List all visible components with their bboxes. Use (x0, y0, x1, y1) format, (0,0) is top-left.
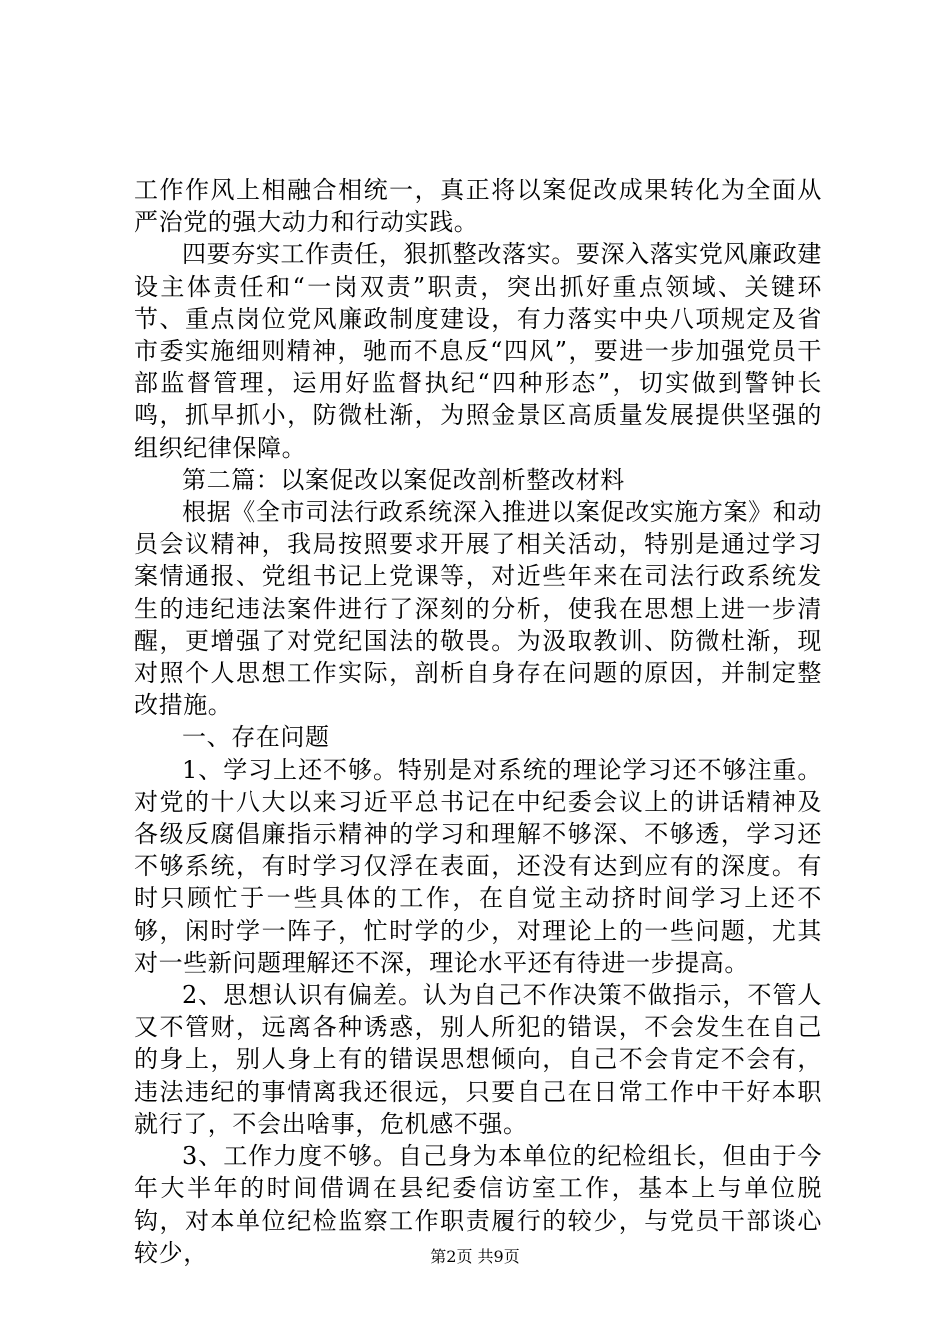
paragraph: 3、工作力度不够。自己身为本单位的纪检组长，但由于今年大半年的时间借调在县纪委信访室工作，基本上与单位脱钩，对本单位纪检监察工作职责履行的较少，与党员干部谈心较少， (134, 1142, 822, 1267)
page-footer: 第2页 共9页 (430, 1247, 520, 1266)
paragraph: 一、存在问题 (182, 723, 330, 752)
paragraph: 工作作风上相融合相统一，真正将以案促改成果转化为全面从严治党的强大动力和行动实践。 (134, 176, 822, 237)
paragraph: 根据《全市司法行政系统深入推进以案促改实施方案》和动员会议精神，我局按照要求开展了相关活动，特别是通过学习案情通报、党组书记上党课等，对近些年来在司法行政系统发生的违纪违法案件进行了深刻的分析，使我在思想上进一步清醒，更增强了对党纪国法的敬畏。为汲取教训、防微杜渐，现对照个人思想工作实际，剖析自身存在问题的原因，并制定整改措施。 (134, 498, 822, 720)
paragraph: 第二篇：以案促改以案促改剖析整改材料 (182, 465, 625, 494)
paragraph: 2、思想认识有偏差。认为自己不作决策不做指示，不管人又不管财，远离各种诱惑，别人所犯的错误，不会发生在自己的身上，别人身上有的错误思想倾向，自己不会肯定不会有，违法违纪的事情离我还很远，只要自己在日常工作中干好本职就行了，不会出啥事，危机感不强。 (134, 981, 822, 1138)
document-body (134, 174, 822, 1269)
paragraph: 1、学习上还不够。特别是对系统的理论学习还不够注重。对党的十八大以来习近平总书记在中纪委会议上的讲话精神及各级反腐倡廉指示精神的学习和理解不够深、不够透，学习还不够系统，有时学习仅浮在表面，还没有达到应有的深度。有时只顾忙于一些具体的工作，在自觉主动挤时间学习上还不够，闲时学一阵子，忙时学的少，对理论上的一些问题，尤其对一些新问题理解还不深，理论水平还有待进一步提高。 (134, 755, 822, 977)
paragraph: 四要夯实工作责任，狠抓整改落实。要深入落实党风廉政建设主体责任和“一岗双责”职责，突出抓好重点领域、关键环节、重点岗位党风廉政制度建设，有力落实中央八项规定及省市委实施细则精神，驰而不息反“四风”，要进一步加强党员干部监督管理，运用好监督执纪“四种形态”，切实做到警钟长鸣，抓早抓小，防微杜渐，为照金景区高质量发展提供坚强的组织纪律保障。 (134, 240, 822, 462)
